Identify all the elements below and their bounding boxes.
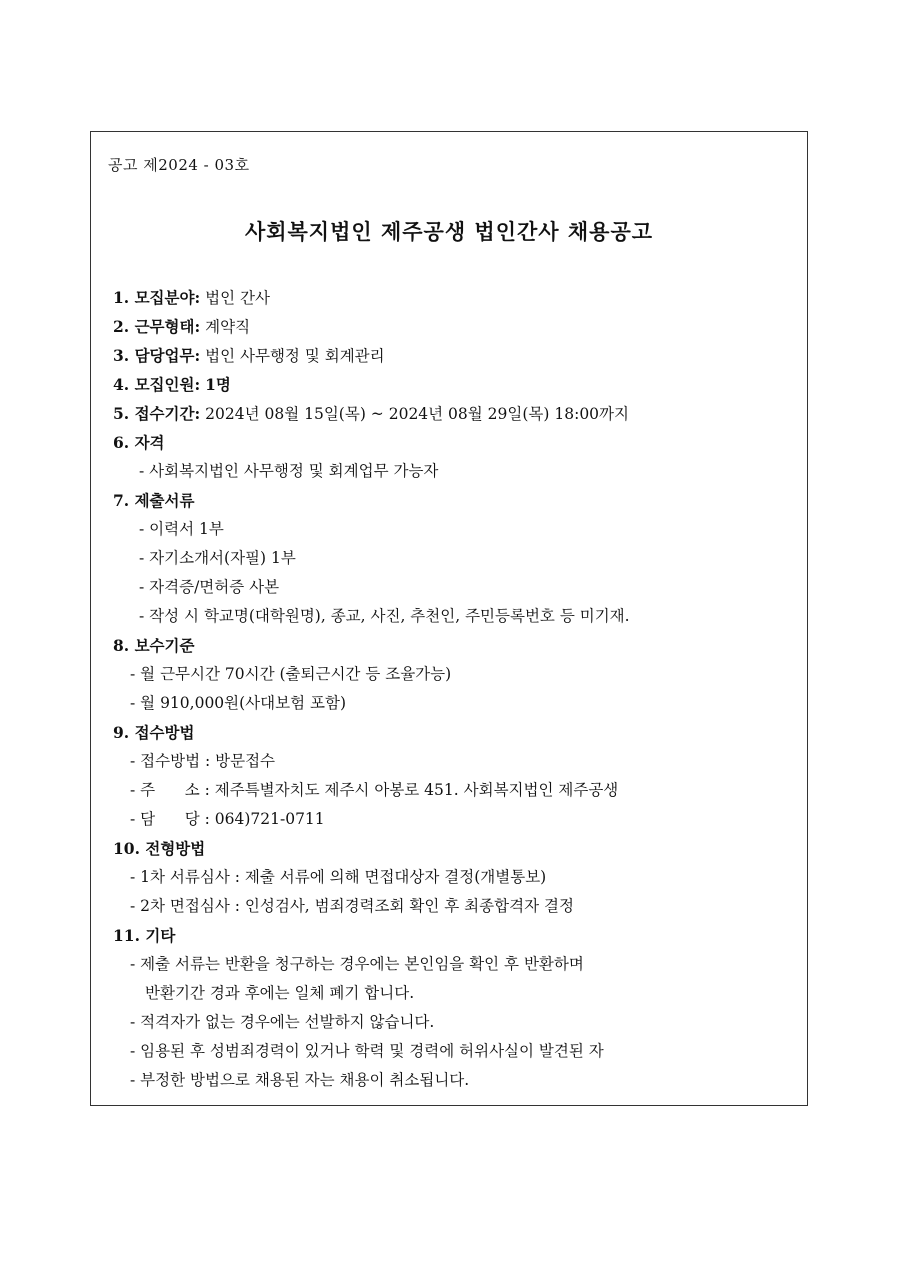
section-value: 1명	[205, 375, 231, 394]
section-selection-process	[113, 834, 797, 863]
section-label: 6. 자격	[113, 433, 165, 452]
section-employment-type	[113, 312, 797, 341]
section-application-method	[113, 718, 797, 747]
section-label: 5. 접수기간:	[113, 404, 201, 423]
section-value: 2024년 08월 15일(목) ~ 2024년 08월 29일(목) 18:00까지	[205, 405, 629, 423]
notice-number: 공고 제2024 - 03호	[108, 156, 250, 174]
list-item: - 임용된 후 성범죄경력이 있거나 학력 및 경력에 허위사실이 발견된 자	[130, 1042, 604, 1060]
list-item: - 주 소 : 제주특별자치도 제주시 아봉로 451. 사회복지법인 제주공생	[130, 781, 619, 799]
list-item: - 제출 서류는 반환을 청구하는 경우에는 본인임을 확인 후 반환하며	[130, 955, 584, 973]
section-label: 10. 전형방법	[113, 839, 206, 858]
list-item: - 1차 서류심사 : 제출 서류에 의해 면접대상자 결정(개별통보)	[130, 868, 547, 886]
section-recruit-field	[113, 283, 797, 312]
list-item: - 이력서 1부	[139, 520, 224, 538]
list-item: - 부정한 방법으로 채용된 자는 채용이 취소됩니다.	[130, 1071, 470, 1089]
list-item: - 월 910,000원(사대보험 포함)	[130, 694, 346, 712]
list-item: - 적격자가 없는 경우에는 선발하지 않습니다.	[130, 1013, 435, 1031]
section-label: 7. 제출서류	[113, 491, 195, 510]
section-label: 2. 근무형태:	[113, 317, 201, 336]
notice-frame	[90, 131, 808, 1106]
section-duties	[113, 341, 797, 370]
section-label: 11. 기타	[113, 926, 176, 945]
notice-body	[113, 283, 797, 1095]
section-headcount	[113, 370, 797, 399]
section-qualification	[113, 428, 797, 457]
section-other	[113, 921, 797, 950]
section-value: 계약직	[205, 318, 251, 336]
section-value: 법인 사무행정 및 회계관리	[205, 347, 385, 365]
list-item: - 사회복지법인 사무행정 및 회계업무 가능자	[139, 462, 439, 480]
section-label: 8. 보수기준	[113, 636, 195, 655]
section-label: 4. 모집인원:	[113, 375, 201, 394]
section-label: 9. 접수방법	[113, 723, 195, 742]
list-item: - 접수방법 : 방문접수	[130, 752, 276, 770]
list-item: - 월 근무시간 70시간 (출퇴근시간 등 조율가능)	[130, 665, 452, 683]
section-label: 3. 담당업무:	[113, 346, 201, 365]
section-value: 법인 간사	[205, 289, 270, 307]
page-title: 사회복지법인 제주공생 법인간사 채용공고	[244, 219, 654, 244]
section-label: 1. 모집분야:	[113, 288, 201, 307]
list-item: - 자격증/면허증 사본	[139, 578, 280, 596]
list-item-continuation: 반환기간 경과 후에는 일체 폐기 합니다.	[145, 984, 415, 1002]
list-item: - 담 당 : 064)721-0711	[130, 810, 325, 828]
list-item: - 자기소개서(자필) 1부	[139, 549, 296, 567]
list-item: - 작성 시 학교명(대학원명), 종교, 사진, 추천인, 주민등록번호 등 미기재.	[139, 607, 630, 625]
section-application-period	[113, 399, 797, 428]
list-item: - 2차 면접심사 : 인성검사, 범죄경력조회 확인 후 최종합격자 결정	[130, 897, 574, 915]
section-salary	[113, 631, 797, 660]
section-documents	[113, 486, 797, 515]
